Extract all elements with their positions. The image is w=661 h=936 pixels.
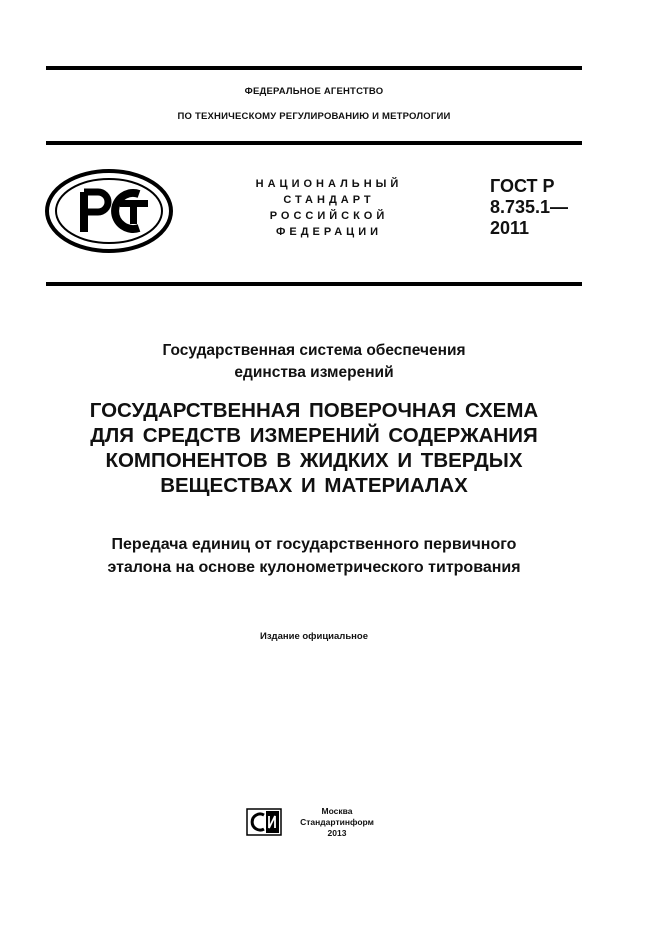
gost-number-line-2: 8.735.1— [490, 197, 569, 217]
main-title-line-2: ДЛЯ СРЕДСТВ ИЗМЕРЕНИЙ СОДЕРЖАНИЯ [90, 424, 538, 447]
header-top-rule [46, 141, 582, 145]
main-title [46, 398, 582, 498]
main-title-line-1: ГОСУДАРСТВЕННАЯ ПОВЕРОЧНАЯ СХЕМА [89, 399, 539, 422]
publisher-name: Стандартинформ [300, 817, 374, 827]
publisher-city: Москва [321, 806, 353, 816]
series-title [46, 340, 582, 384]
national-standard-line-3: РОССИЙСКОЙ [269, 210, 389, 222]
standartinform-logo-icon [246, 808, 282, 836]
subtitle-line-2: эталона на основе кулонометрического титрования [107, 559, 521, 576]
main-title-line-3: КОМПОНЕНТОВ В ЖИДКИХ И ТВЕРДЫХ [105, 449, 523, 472]
national-standard-line-1: НАЦИОНАЛЬНЫЙ [255, 178, 403, 190]
gost-number [490, 176, 568, 239]
national-standard-label [218, 176, 440, 240]
series-title-line-2: единства измерений [234, 364, 394, 381]
agency-line-2: ПО ТЕХНИЧЕСКОМУ РЕГУЛИРОВАНИЮ И МЕТРОЛОГИИ [177, 111, 451, 122]
top-rule [46, 66, 582, 70]
agency-line-1: ФЕДЕРАЛЬНОЕ АГЕНТСТВО [244, 86, 384, 97]
publisher-year: 2013 [327, 828, 347, 838]
gost-number-line-3: 2011 [490, 218, 530, 238]
series-title-line-1: Государственная система обеспечения [162, 342, 466, 359]
publisher-block [300, 806, 374, 839]
header-bottom-rule [46, 282, 582, 286]
national-standard-line-4: ФЕДЕРАЦИИ [275, 226, 383, 238]
national-standard-line-2: СТАНДАРТ [283, 194, 375, 206]
rst-logo-icon [44, 168, 174, 254]
gost-number-line-1: ГОСТ Р [490, 176, 555, 196]
edition-label: Издание официальное [260, 631, 368, 642]
main-title-line-4: ВЕЩЕСТВАХ И МАТЕРИАЛАХ [160, 474, 468, 497]
subtitle [46, 533, 582, 579]
subtitle-line-1: Передача единиц от государственного первичного [111, 536, 517, 553]
